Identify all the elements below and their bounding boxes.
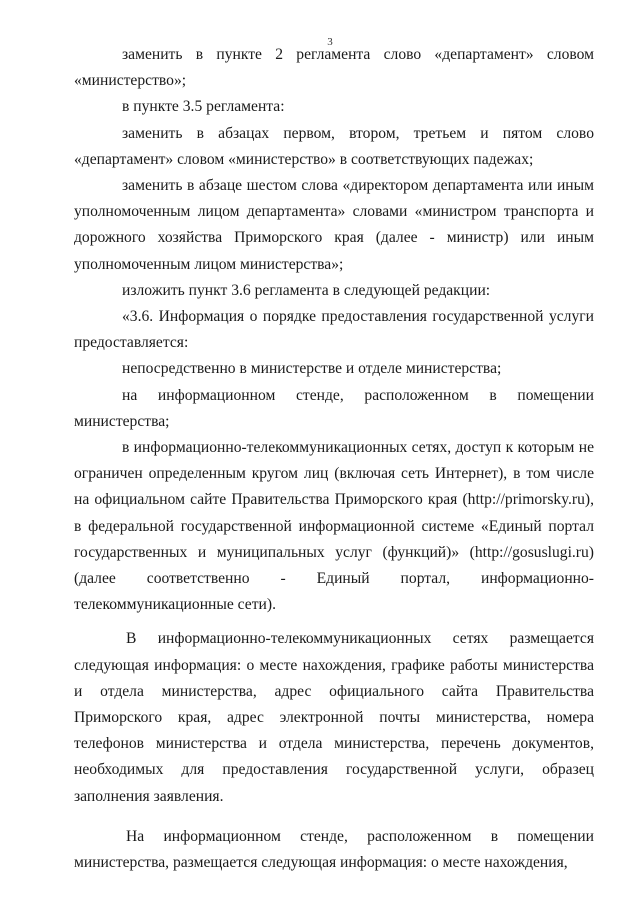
paragraph-6: «3.6. Информация о порядке предоставления государственной услуги предоставляется: bbox=[74, 308, 594, 352]
paragraph-10: В информационно-телекоммуникационных сетях размещается следующая информация: о месте нахождения, графике работы министерства и отдела министерства, адрес официального сайта Правительства Приморского края, адрес электронной почты министерства, номера телефонов министерства и отдела министерства, перечень документов, необходимых для предоставления государственной услуги, образец заполнения заявления. bbox=[74, 630, 594, 805]
paragraph-4: заменить в абзаце шестом слова «директором департамента или иным уполномоченным лицом департамента» словами «министром транспорта и дорожного хозяйства Приморского края (далее - министр) или иным уполномоченным лицом министерства»; bbox=[74, 177, 594, 273]
document-body bbox=[74, 42, 594, 876]
paragraph-9: в информационно-телекоммуникационных сетях, доступ к которым не ограничен определенным кругом лиц (включая сеть Интернет), в том числе на официальном сайте Правительства Приморского края (http://primorsky.ru), в федеральной государственной информационной системе «Единый портал государственных и муниципальных услуг (функций)» (http://gosuslugi.ru) (далее соответственно - Единый портал, информационно-телекоммуникационные сети). bbox=[74, 439, 594, 614]
paragraph-11: На информационном стенде, расположенном в помещении министерства, размещается следующая информация: о месте нахождения, bbox=[74, 827, 594, 872]
page-number: 3 bbox=[327, 36, 333, 48]
paragraph-7: непосредственно в министерстве и отделе министерства; bbox=[122, 360, 502, 378]
paragraph-3: заменить в абзацах первом, втором, третьем и пятом слово «департамент» словом «министерство» в соответствующих падежах; bbox=[74, 124, 594, 168]
paragraph-1: заменить в пункте 2 регламента слово «департамент» словом «министерство»; bbox=[74, 46, 594, 90]
paragraph-8: на информационном стенде, расположенном в помещении министерства; bbox=[74, 386, 594, 430]
paragraph-2: в пункте 3.5 регламента: bbox=[122, 98, 285, 116]
paragraph-5: изложить пункт 3.6 регламента в следующей редакции: bbox=[122, 281, 491, 299]
